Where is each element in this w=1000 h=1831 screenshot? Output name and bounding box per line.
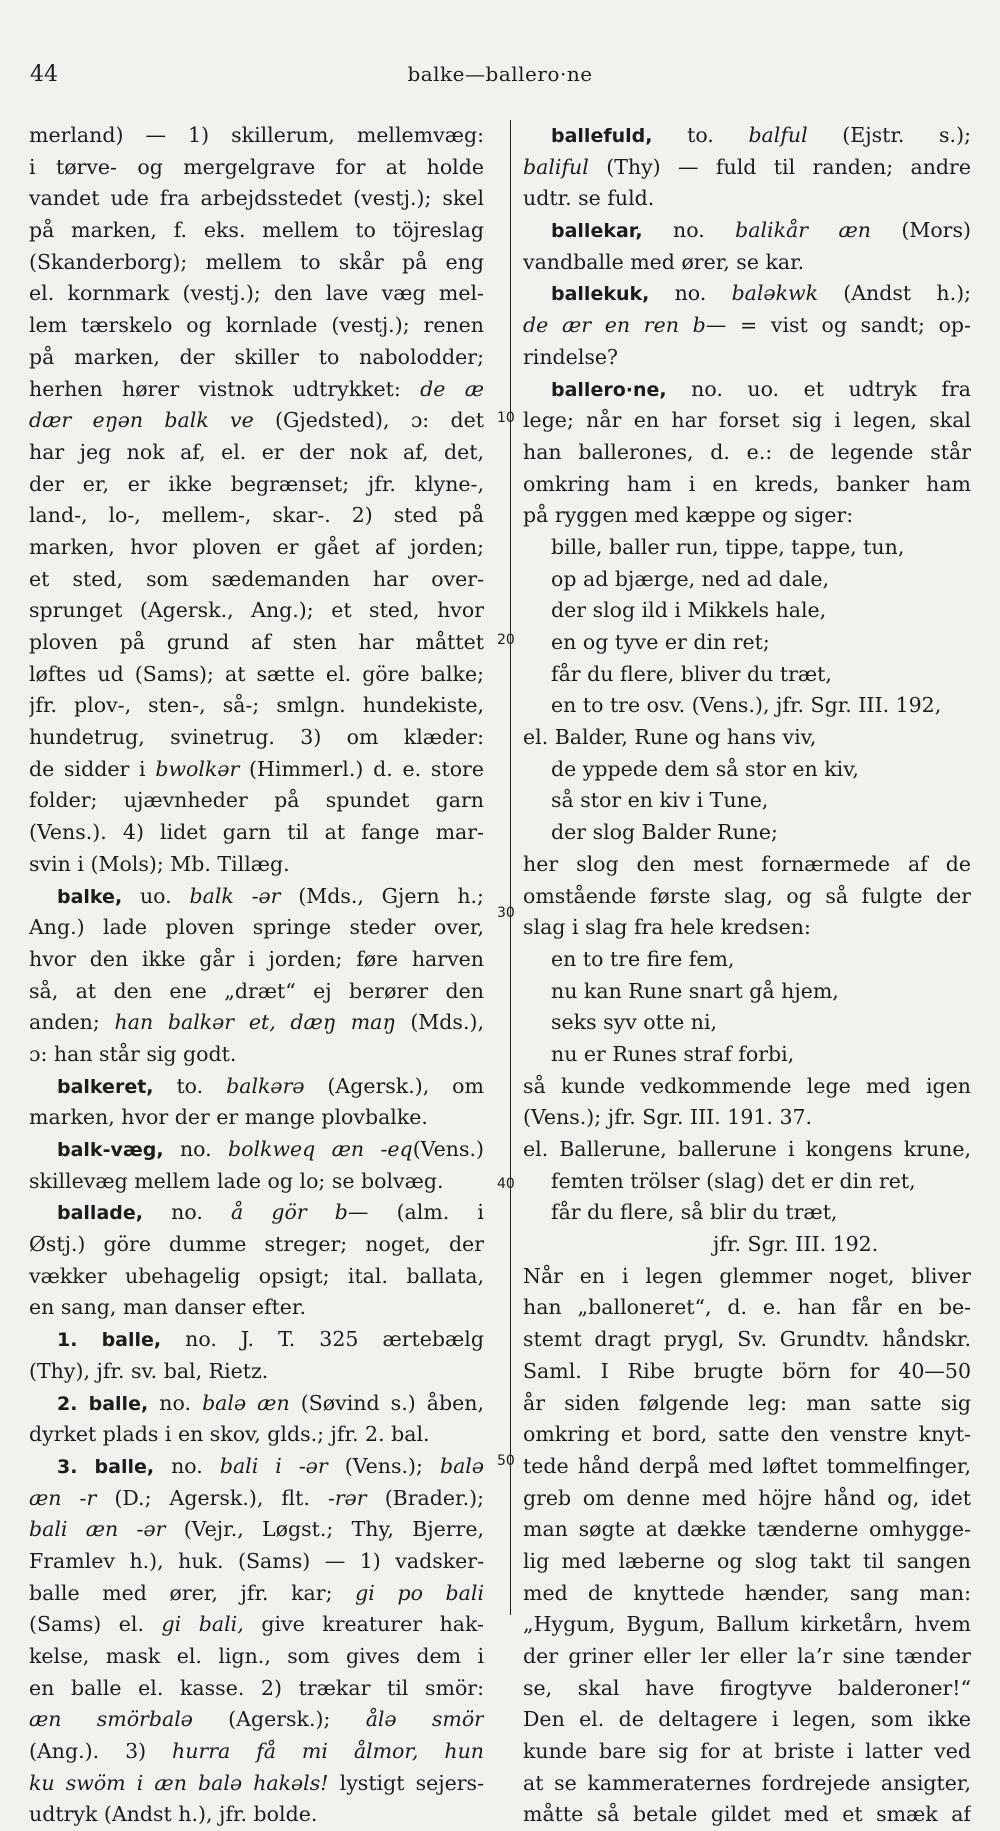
text-line: folder; ujævnheder på spundet garn bbox=[29, 788, 484, 813]
verse-line: får du flere, bliver du træt, bbox=[551, 661, 832, 686]
text-line: vandballe med ører, se kar. bbox=[523, 249, 805, 274]
text-line: her slog den mest fornærmede af de bbox=[523, 851, 971, 876]
text-line: løftes ud (Sams); at sætte el. göre balke; bbox=[29, 661, 484, 686]
text-line: omkring et bord, satte den venstre knyt- bbox=[523, 1422, 971, 1447]
text-line: ɔ: han står sig godt. bbox=[29, 1041, 237, 1066]
text-line: Den el. de deltagere i legen, som ikke bbox=[523, 1707, 971, 1732]
verse-line: nu kan Rune snart gå hjem, bbox=[551, 978, 839, 1003]
verse-line: seks syv otte ni, bbox=[551, 1010, 718, 1035]
text-line: kunde bare sig for at briste i latter ved bbox=[523, 1739, 971, 1764]
text-line: el. Ballerune, ballerune i kongens krune, bbox=[523, 1137, 971, 1161]
verse-line: femten trölser (slag) det er din ret, bbox=[551, 1168, 916, 1193]
text-line: man søgte at dække tænderne omhygge- bbox=[523, 1517, 971, 1542]
text-line: lem tærskelo og kornlade (vestj.); renen bbox=[29, 313, 484, 338]
verse-line: de yppede dem så stor en kiv, bbox=[551, 756, 859, 781]
text-line: sprunget (Agersk., Ang.); et sted, hvor bbox=[29, 598, 484, 623]
text-line: vandet ude fra arbejdsstedet (vestj.); skel bbox=[29, 186, 484, 211]
text-line: lig med læberne og slog takt til sangen bbox=[523, 1548, 971, 1573]
text-line: han „balloneret“, d. e. han får en be- bbox=[523, 1295, 971, 1320]
verse-line: en to tre osv. (Vens.), jfr. Sgr. III. 192, bbox=[551, 693, 942, 718]
page-number: 44 bbox=[30, 62, 58, 87]
verse-line: op ad bjærge, ned ad dale, bbox=[551, 566, 830, 591]
text-line: omkring ham i en kreds, banker ham bbox=[523, 471, 971, 496]
text-line: herhen hører vistnok udtrykket: de æ bbox=[29, 376, 484, 401]
text-line: han ballerones, d. e.: de legende står bbox=[523, 439, 971, 464]
text-line: der griner eller ler eller la’r sine tænder bbox=[523, 1644, 971, 1668]
text-line: så, at den ene „dræt“ ej berører den bbox=[29, 978, 484, 1003]
text-line: på ryggen med kæppe og siger: bbox=[523, 503, 854, 528]
text-line: en sang, man danser efter. bbox=[29, 1295, 307, 1320]
text-line: æn smörbalə (Agersk.); ålə smör bbox=[29, 1707, 484, 1732]
text-line: hvor den ikke går i jorden; føre harven bbox=[29, 946, 484, 971]
text-line: dær eŋən balk ve (Gjedsted), ɔ: det bbox=[29, 408, 484, 433]
entry-ballekar: ballekar, no. balikår æn (Mors) bbox=[551, 218, 971, 243]
text-line: Saml. I Ribe brugte börn for 40—50 bbox=[523, 1358, 971, 1383]
verse-line: nu er Runes straf forbi, bbox=[551, 1041, 795, 1066]
verse-line: en og tyve er din ret; bbox=[551, 630, 770, 654]
line-number-40: 40 bbox=[497, 1176, 515, 1192]
text-line: kelse, mask el. lign., som gives dem i bbox=[29, 1644, 484, 1668]
text-line: (Vens.). 4) lidet garn til at fange mar- bbox=[29, 820, 484, 845]
verse-line: får du flere, så blir du træt, bbox=[551, 1200, 838, 1225]
text-line: bali æn -ər (Vejr., Løgst.; Thy, Bjerre, bbox=[29, 1517, 484, 1542]
text-line: omstående første slag, og så fulgte der bbox=[523, 883, 971, 908]
verse-line: så stor en kiv i Tune, bbox=[551, 788, 769, 813]
text-line: Ang.) lade ploven springe steder over, bbox=[29, 915, 484, 940]
text-line: (Ang.). 3) hurra få mi ålmor, hun bbox=[29, 1739, 484, 1764]
text-line: har jeg nok af, el. er der nok af, det, bbox=[29, 439, 484, 464]
text-line: slag i slag fra hele kredsen: bbox=[523, 915, 811, 940]
text-line: „Hygum, Bygum, Ballum kirketårn, hvem bbox=[523, 1612, 971, 1637]
text-line: tede hånd derpå med løftet tommelfinger, bbox=[523, 1453, 971, 1478]
entry-balle-2: 2. balle, no. balə æn (Søvind s.) åben, bbox=[57, 1390, 484, 1415]
text-line: dyrket plads i en skov, glds.; jfr. 2. bal. bbox=[29, 1422, 430, 1447]
verse-line: jfr. Sgr. III. 192. bbox=[713, 1232, 879, 1257]
text-line: på marken, f. eks. mellem to töjreslag bbox=[29, 218, 484, 243]
text-line: merland) — 1) skillerum, mellemvæg: bbox=[29, 123, 484, 147]
entry-balke: balke, uo. balk -ər (Mds., Gjern h.; bbox=[57, 883, 484, 908]
entry-balkeret: balkeret, to. balkərə (Agersk.), om bbox=[57, 1073, 484, 1098]
column-rule bbox=[510, 120, 511, 1615]
text-line: de sidder i bwolkər (Himmerl.) d. e. store bbox=[29, 756, 484, 781]
text-line: et sted, som sædemanden har over- bbox=[29, 566, 484, 591]
text-line: baliful (Thy) — fuld til randen; andre bbox=[523, 154, 971, 179]
text-line: måtte så betale gildet med et smæk af bbox=[523, 1802, 971, 1827]
text-line: skillevæg mellem lade og lo; se bolvæg. bbox=[29, 1168, 444, 1193]
text-line: Når en i legen glemmer noget, bliver bbox=[523, 1263, 971, 1288]
text-line: ku swöm i æn balə hakəls! lystigt sejers- bbox=[29, 1770, 484, 1795]
text-line: år siden følgende leg: man satte sig bbox=[523, 1390, 971, 1415]
text-line: udtr. se fuld. bbox=[523, 186, 655, 211]
entry-balle-1: 1. balle, no. J. T. 325 ærtebælg bbox=[57, 1327, 484, 1352]
text-line: udtryk (Andst h.), jfr. bolde. bbox=[29, 1802, 318, 1827]
text-line: el. kornmark (vestj.); den lave væg mel- bbox=[29, 281, 484, 306]
line-number-10: 10 bbox=[497, 410, 515, 426]
text-line: anden; han balkər et, dæŋ maŋ (Mds.), bbox=[29, 1010, 484, 1035]
text-line: greb om denne med höjre hånd og, idet bbox=[523, 1485, 971, 1510]
entry-balk-vaeg: balk-væg, no. bolkweq æn -eq(Vens.) bbox=[57, 1137, 484, 1161]
text-line: i tørve- og mergelgrave for at holde bbox=[29, 154, 484, 179]
text-line: (Vens.); jfr. Sgr. III. 191. 37. bbox=[523, 1105, 813, 1130]
verse-line: bille, baller run, tippe, tappe, tun, bbox=[551, 534, 905, 559]
text-line: svin i (Mols); Mb. Tillæg. bbox=[29, 851, 290, 876]
text-line: at se kammeraternes fordrejede ansigter, bbox=[523, 1770, 971, 1795]
entry-balle-3: 3. balle, no. bali i -ər (Vens.); balə bbox=[57, 1453, 484, 1478]
text-line: Østj.) göre dumme streger; noget, der bbox=[29, 1232, 484, 1257]
text-line: æn -r (D.; Agersk.), flt. -rər (Brader.); bbox=[29, 1485, 484, 1510]
entry-ballekuk: ballekuk, no. baləkwk (Andst h.); bbox=[551, 281, 971, 306]
right-column bbox=[523, 120, 971, 1831]
verse-line: der slog ild i Mikkels hale, bbox=[551, 598, 827, 623]
line-number-50: 50 bbox=[497, 1453, 515, 1469]
line-number-20: 20 bbox=[497, 632, 515, 648]
text-line: en balle el. kasse. 2) trækar til smör: bbox=[29, 1675, 484, 1700]
text-line: hundetrug, svinetrug. 3) om klæder: bbox=[29, 725, 484, 750]
text-line: vækker ubehagelig opsigt; ital. ballata, bbox=[29, 1263, 484, 1288]
entry-ballade: ballade, no. å gör b— (alm. i bbox=[57, 1200, 484, 1225]
text-line: marken, hvor ploven er gået af jorden; bbox=[29, 534, 484, 559]
entry-ballerone: ballero·ne, no. uo. et udtryk fra bbox=[551, 376, 971, 401]
text-line: (Skanderborg); mellem to skår på eng bbox=[29, 249, 484, 274]
entry-ballefuld: ballefuld, to. balful (Ejstr. s.); bbox=[551, 123, 971, 147]
left-column bbox=[29, 120, 484, 1831]
text-line: land-, lo-, mellem-, skar-. 2) sted på bbox=[29, 503, 484, 528]
text-line: el. Balder, Rune og hans viv, bbox=[523, 725, 817, 750]
text-line: lege; når en har forset sig i legen, skal bbox=[523, 408, 971, 433]
running-head: balke—ballero·ne bbox=[407, 62, 593, 86]
text-line: se, skal have firogtyve balderoner!“ bbox=[523, 1675, 971, 1700]
text-line: (Sams) el. gi bali, give kreaturer hak- bbox=[29, 1612, 484, 1637]
text-line: (Thy), jfr. sv. bal, Rietz. bbox=[29, 1358, 269, 1383]
text-line: stemt dragt prygl, Sv. Grundtv. håndskr. bbox=[523, 1327, 971, 1352]
text-line: på marken, der skiller to nabolodder; bbox=[29, 344, 484, 369]
text-line: jfr. plov-, sten-, så-; smlgn. hundekiste, bbox=[29, 693, 484, 718]
verse-line: en to tre fire fem, bbox=[551, 946, 735, 971]
text-line: rindelse? bbox=[523, 344, 619, 369]
verse-line: der slog Balder Rune; bbox=[551, 820, 778, 845]
text-line: med de knyttede hænder, sang man: bbox=[523, 1580, 971, 1605]
line-number-30: 30 bbox=[497, 905, 515, 921]
text-line: balle med ører, jfr. kar; gi po bali bbox=[29, 1580, 484, 1605]
text-line: Framlev h.), huk. (Sams) — 1) vadsker- bbox=[29, 1548, 484, 1573]
text-line: marken, hvor der er mange plovbalke. bbox=[29, 1105, 428, 1130]
text-line: så kunde vedkommende lege med igen bbox=[523, 1073, 971, 1098]
text-line: der er, er ikke begrænset; jfr. klyne-, bbox=[29, 471, 484, 496]
text-line: de ær en ren b— = vist og sandt; op- bbox=[523, 313, 971, 338]
text-line: ploven på grund af sten har måttet bbox=[29, 630, 484, 654]
